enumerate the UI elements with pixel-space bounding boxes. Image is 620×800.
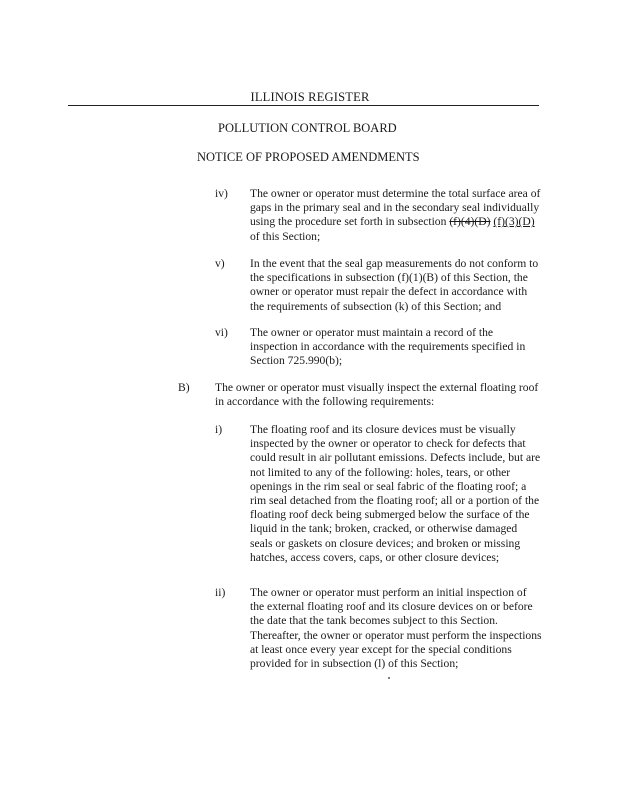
item-ii-text: The owner or operator must perform an initial inspection of the external floating roof and its closure devices on or before the date that the tank becomes subject to this Section. Thereafter, the owner or operator must perform the inspections at least once every year except for the special conditions provided for in subsection (l) of this Section; (250, 586, 542, 671)
scan-speck (388, 677, 390, 679)
item-vi-text: The owner or operator must maintain a record of the inspection in accordance with the requirements specified in Section 725.990(b); (250, 326, 526, 368)
header-rule (68, 105, 539, 106)
item-i-number: i) (215, 423, 223, 436)
item-vi-number: vi) (215, 326, 228, 339)
item-v-text: In the event that the seal gap measurements do not conform to the specifications in subsection (f)(1)(B) of this Section, the owner or operator must repair the defect in accordance with the requirements of subsection (k) of this Section; and (250, 257, 539, 313)
item-B-text: The owner or operator must visually inspect the external floating roof in accordance with the following requirements: (215, 381, 539, 409)
item-i-text: The floating roof and its closure devices must be visually inspected by the owner or operator to check for defects that could result in air pollutant emissions. Defects include, but are not limited to any of the following: holes, tears, or other openings in the rim seal or seal fabric of the floating roof; a rim seal detached from the floating roof; all or a portion of the floating roof deck being submerged below the surface of the liquid in the tank; broken, cracked, or otherwise damaged seals or gaskets on closure devices; and broken or missing hatches, access covers, caps, or other closure devices; (250, 423, 541, 564)
item-iv-number: iv) (215, 187, 228, 200)
deleted-citation: (f)(4)(D) (449, 215, 491, 229)
item-v-number: v) (215, 257, 225, 270)
item-B-number: B) (178, 381, 190, 394)
item-iv-text-b: of this Section; (250, 229, 321, 243)
item-ii-number: ii) (215, 586, 226, 599)
inserted-citation: (f)(3)(D) (493, 215, 535, 229)
item-iv-text (250, 187, 542, 244)
register-title: ILLINOIS REGISTER (250, 90, 370, 104)
item-iv-text-a: The owner or operator must determine the total surface area of gaps in the primary seal and in the secondary seal individually using the procedure set forth in subsection (250, 187, 541, 229)
agency-name: POLLUTION CONTROL BOARD (218, 121, 397, 135)
notice-title: NOTICE OF PROPOSED AMENDMENTS (197, 150, 420, 164)
